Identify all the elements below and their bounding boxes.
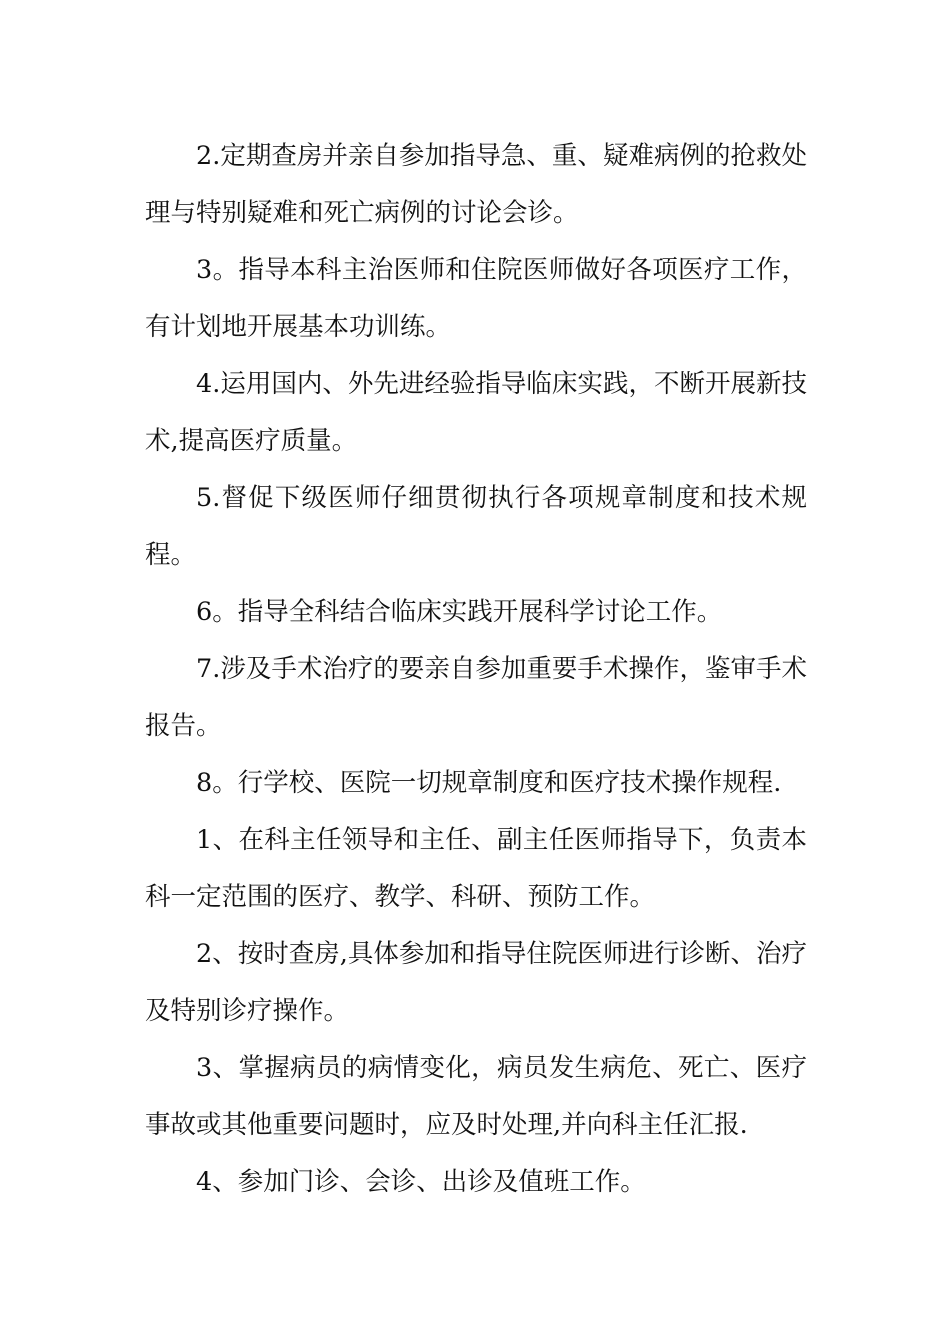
paragraph-senior-duty-3: 3。指导本科主治医师和住院医师做好各项医疗工作，有计划地开展基本功训练。 (145, 255, 807, 342)
document-body (145, 128, 807, 1211)
paragraph-senior-duty-4: 4.运用国内、外先进经验指导临床实践，不断开展新技术,提高医疗质量。 (145, 369, 807, 456)
paragraph-attending-duty-3: 3、掌握病员的病情变化，病员发生病危、死亡、医疗事故或其他重要问题时，应及时处理,并向科主任汇报. (145, 1053, 807, 1140)
paragraph-senior-duty-8: 8。行学校、医院一切规章制度和医疗技术操作规程. (196, 768, 782, 798)
paragraph-attending-duty-4: 4、参加门诊、会诊、出诊及值班工作。 (196, 1167, 646, 1197)
paragraph-attending-duty-2: 2、按时查房,具体参加和指导住院医师进行诊断、治疗及特别诊疗操作。 (145, 939, 807, 1026)
paragraph-attending-duty-1: 1、在科主任领导和主任、副主任医师指导下，负责本科一定范围的医疗、教学、科研、预防工作。 (145, 825, 807, 912)
paragraph-senior-duty-6: 6。指导全科结合临床实践开展科学讨论工作。 (196, 597, 723, 627)
paragraph-senior-duty-2: 2.定期查房并亲自参加指导急、重、疑难病例的抢救处理与特别疑难和死亡病例的讨论会诊。 (145, 141, 807, 228)
paragraph-senior-duty-7: 7.涉及手术治疗的要亲自参加重要手术操作，鉴审手术报告。 (145, 654, 807, 741)
paragraph-senior-duty-5: 5.督促下级医师仔细贯彻执行各项规章制度和技术规程。 (145, 483, 807, 570)
